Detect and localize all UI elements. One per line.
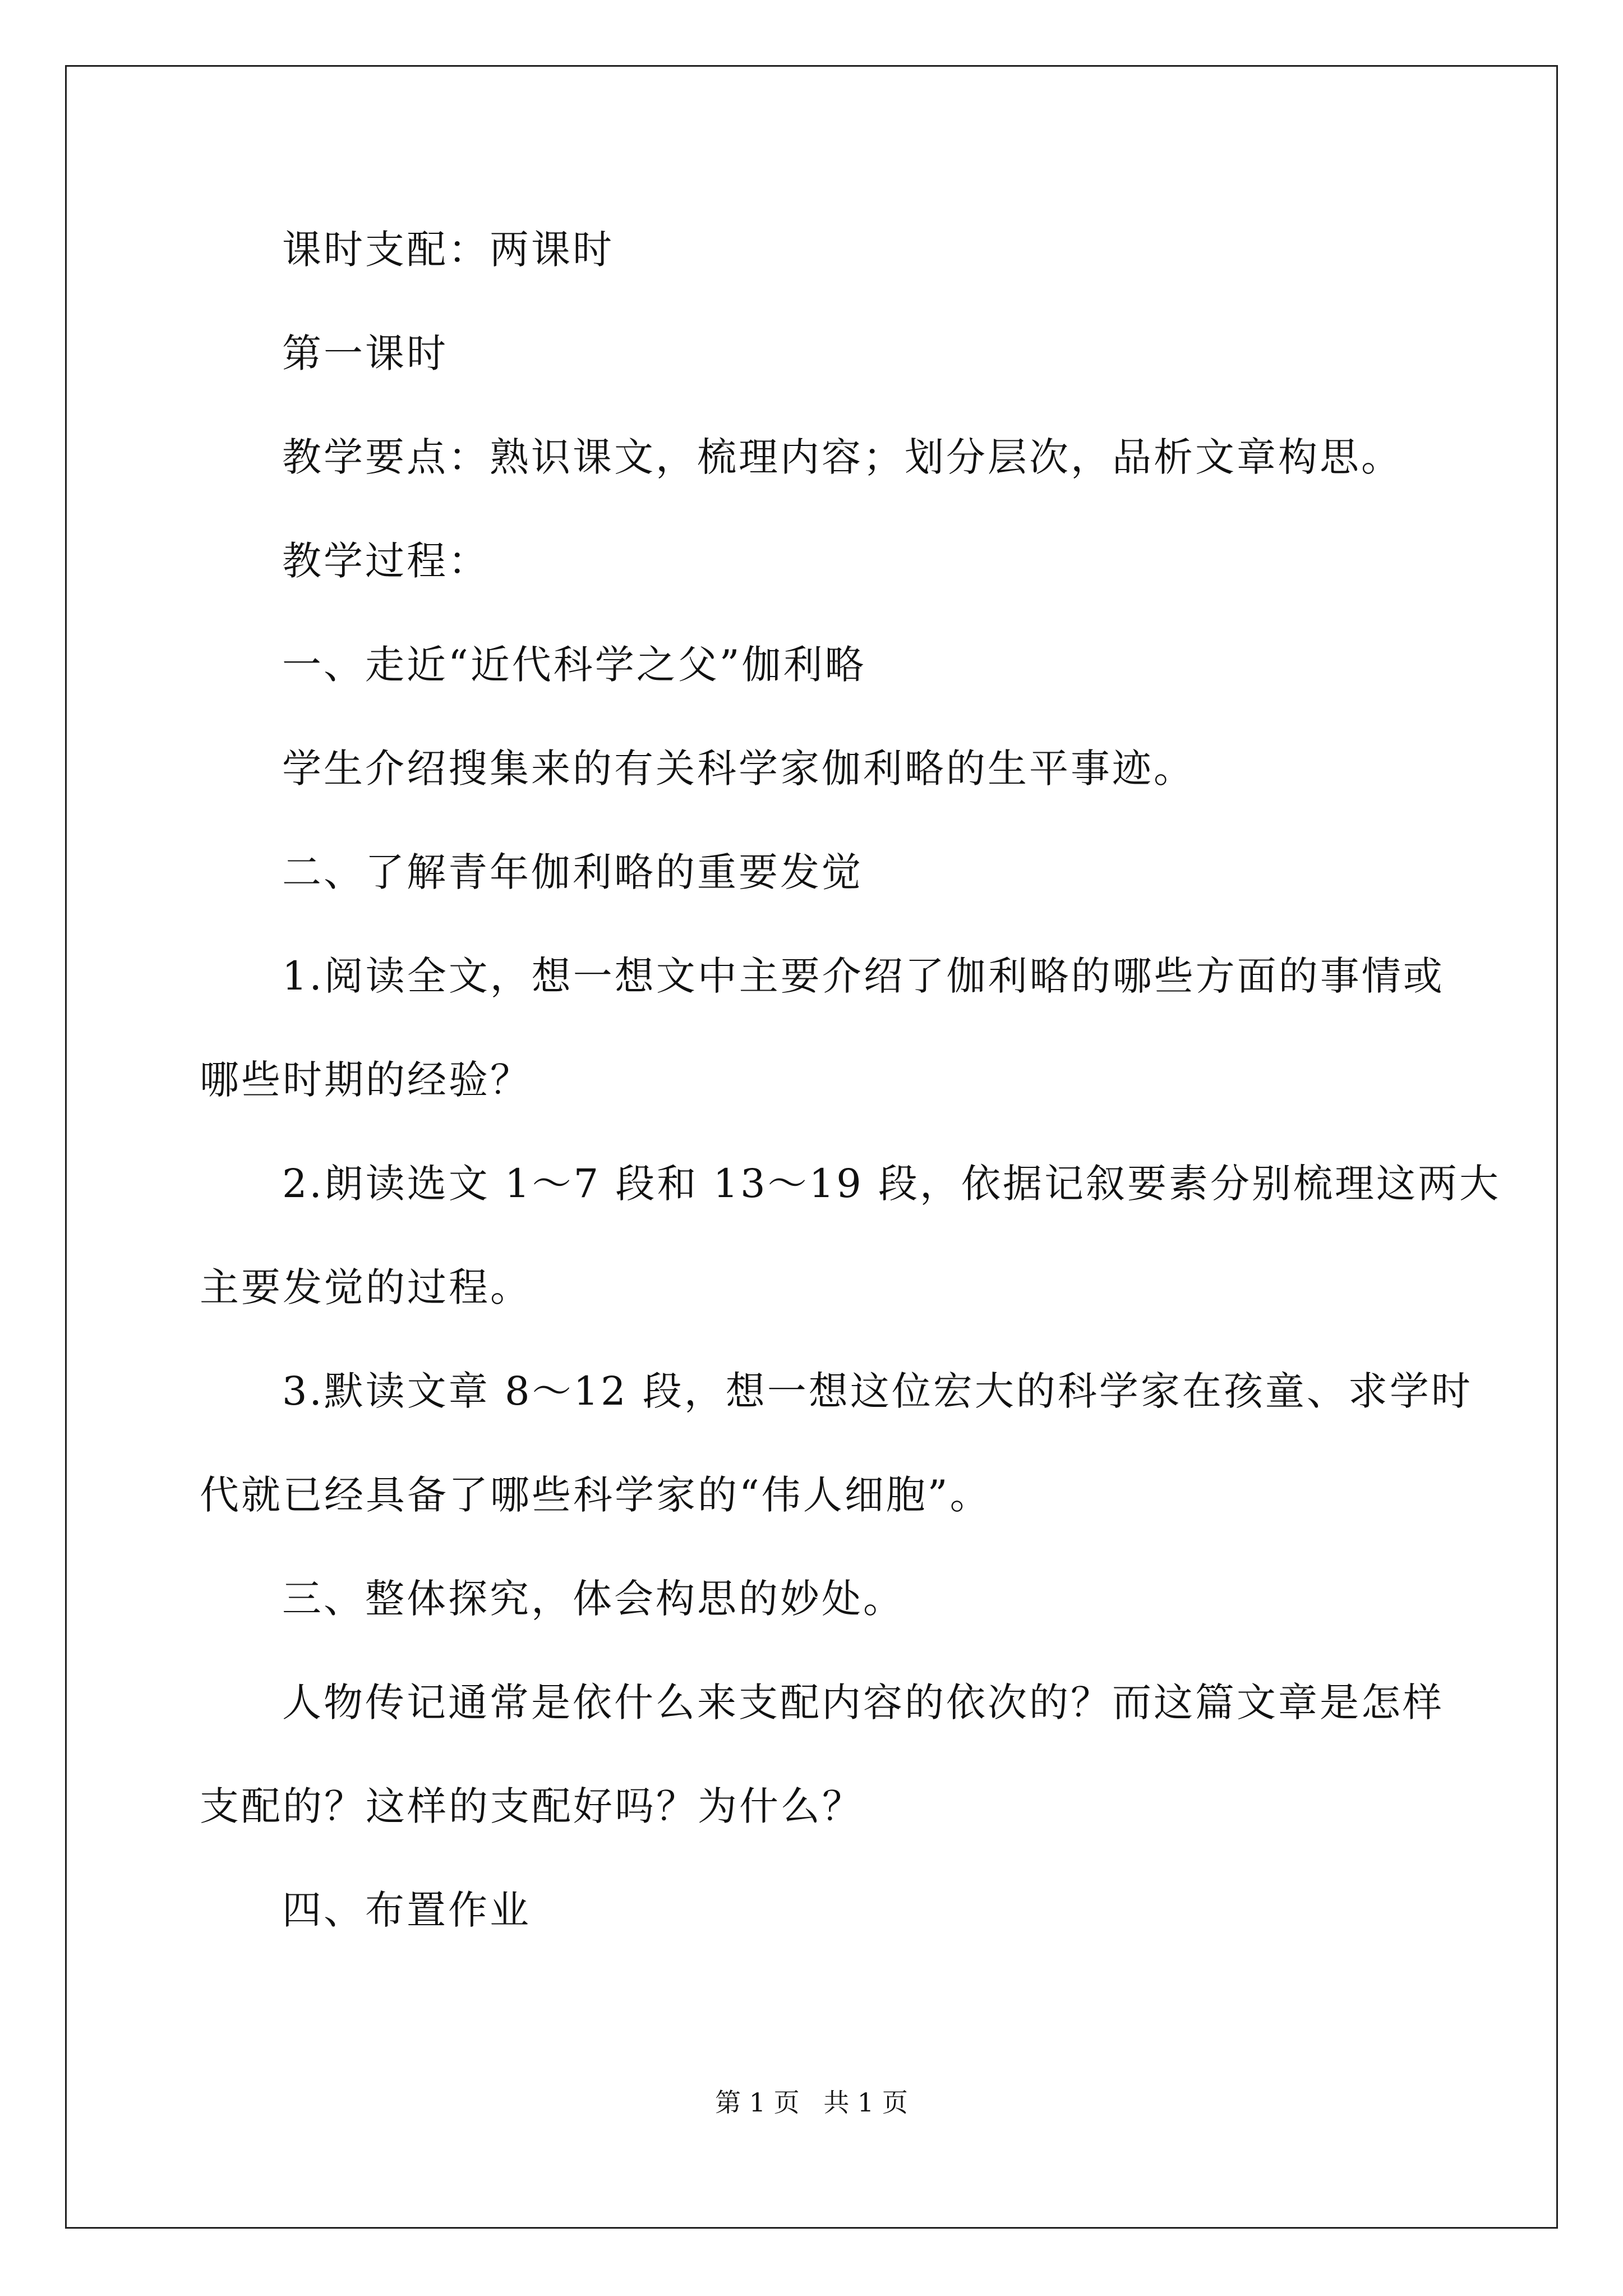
section-three-text-line-2: 支配的？这样的支配好吗？为什么？ bbox=[200, 1783, 864, 1829]
page-total: 共 1 页 bbox=[823, 2087, 908, 2118]
question-two-line-1: 2.朗读选文 1～7 段和 13～19 段，依据记叙要素分别梳理这两大 bbox=[282, 1161, 1501, 1207]
teaching-process-heading: 教学过程： bbox=[282, 538, 490, 584]
question-one-line-1: 1.阅读全文，想一想文中主要介绍了伽利略的哪些方面的事情或 bbox=[282, 953, 1445, 999]
teaching-points: 教学要点：熟识课文，梳理内容；划分层次，品析文章构思。 bbox=[282, 434, 1403, 480]
section-four-heading: 四、布置作业 bbox=[282, 1887, 531, 1933]
section-two-heading: 二、了解青年伽利略的重要发觉 bbox=[282, 849, 863, 895]
section-three-heading: 三、整体探究，体会构思的妙处。 bbox=[282, 1576, 905, 1622]
question-three-line-1: 3.默读文章 8～12 段，想一想这位宏大的科学家在孩童、求学时 bbox=[282, 1368, 1473, 1414]
question-two-line-2: 主要发觉的过程。 bbox=[200, 1264, 532, 1310]
section-three-text-line-1: 人物传记通常是依什么来支配内容的依次的？而这篇文章是怎样 bbox=[282, 1680, 1444, 1726]
first-lesson-heading: 第一课时 bbox=[282, 330, 448, 376]
question-three-line-2: 代就已经具备了哪些科学家的“伟人细胞”。 bbox=[200, 1472, 992, 1518]
section-one-text: 学生介绍搜集来的有关科学家伽利略的生平事迹。 bbox=[282, 746, 1195, 792]
lesson-arrangement: 课时支配：两课时 bbox=[282, 227, 614, 273]
section-one-heading: 一、走近“近代科学之父”伽利略 bbox=[282, 642, 866, 688]
page-number: 第 1 页 bbox=[715, 2087, 800, 2118]
question-one-line-2: 哪些时期的经验？ bbox=[200, 1057, 532, 1103]
page-footer bbox=[0, 2086, 1623, 2119]
